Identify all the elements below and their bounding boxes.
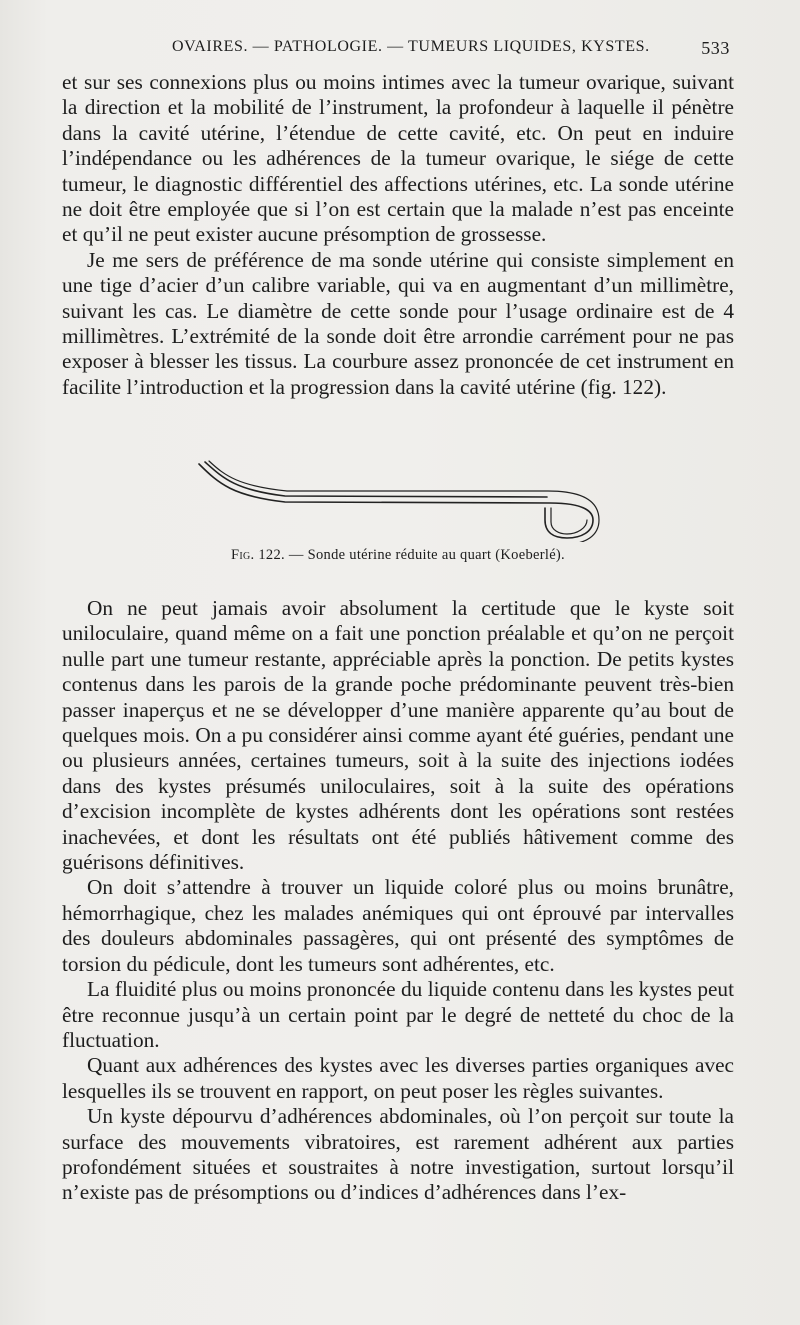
running-title: OVAIRES. — PATHOLOGIE. — TUMEURS LIQUIDES, KYSTES. — [172, 38, 650, 55]
figure-label: Fig. 122. — [230, 547, 285, 563]
uterine-sound-figure — [195, 456, 605, 542]
paragraph: Je me sers de préférence de ma sonde utérine qui consiste simplement en une tige d’acier d’un calibre variable, qui va en augmentant d’un millimètre, suivant les cas. Le diamètre de cette sonde pour l’usage ordinaire est de 4 millimètres. L’extrémité de la sonde doit être arrondie carrément pour ne pas exposer à blesser les tissus. La courbure assez prononcée de cet instrument en facilite l’introduction et la progression dans la cavité utérine (fig. 122). — [62, 247, 734, 399]
body-text-bottom — [62, 596, 734, 1206]
running-header — [62, 38, 734, 62]
figure-caption-text: — Sonde utérine réduite au quart (Koeberlé). — [288, 547, 565, 563]
paragraph: On doit s’attendre à trouver un liquide coloré plus ou moins brunâtre, hémorrhagique, chez les malades anémiques qui ont éprouvé par intervalles des douleurs abdominales passagères, qui ont présenté des symptômes de torsion du pédicule, dont les tumeurs sont adhérentes, etc. — [62, 875, 734, 976]
paragraph: et sur ses connexions plus ou moins intimes avec la tumeur ovarique, suivant la direction et la mobilité de l’instrument, la profondeur à laquelle il pénètre dans la cavité utérine, l’étendue de cette cavité, etc. On peut en induire l’indépendance ou les adhérences de la tumeur ovarique, le siége de cette tumeur, le diagnostic différentiel des affections utérines, etc. La sonde utérine ne doit être employée que si l’on est certain que la malade n’est pas enceinte et qu’il ne peut exister aucune présomption de grossesse. — [62, 70, 734, 247]
figure-caption — [62, 547, 734, 564]
paragraph: On ne peut jamais avoir absolument la certitude que le kyste soit uniloculaire, quand même on a fait une ponction préalable et qu’on ne perçoit nulle part une tumeur restante, appréciable après la ponction. De petits kystes contenus dans les parois de la grande poche prédominante peuvent très-bien passer inaperçus et ne se développer d’une manière apparente qu’au bout de quelques mois. On a pu considérer ainsi comme ayant été guéries, pendant une ou plusieurs années, certaines tumeurs, soit à la suite des injections iodées dans des kystes présumés uniloculaires, soit à la suite des opérations d’excision incomplète de kystes adhérents dont les opérations sont restées inachevées, et dont les résultats ont été publiés hâtivement comme des guérisons définitives. — [62, 596, 734, 875]
paragraph: La fluidité plus ou moins prononcée du liquide contenu dans les kystes peut être reconnue jusqu’à un certain point par le degré de netteté du choc de la fluctuation. — [62, 977, 734, 1052]
body-text-top — [62, 70, 734, 400]
page-number: 533 — [701, 38, 730, 58]
paragraph: Quant aux adhérences des kystes avec les diverses parties organiques avec lesquelles ils se trouvent en rapport, on peut poser les règles suivantes. — [62, 1053, 734, 1103]
paragraph: Un kyste dépourvu d’adhérences abdominales, où l’on perçoit sur toute la surface des mouvements vibratoires, est rarement adhérent aux parties profondément situées et soustraites à notre investigation, surtout lorsqu’il n’existe pas de présomptions ou d’indices d’adhérences dans l’ex- — [62, 1104, 734, 1205]
